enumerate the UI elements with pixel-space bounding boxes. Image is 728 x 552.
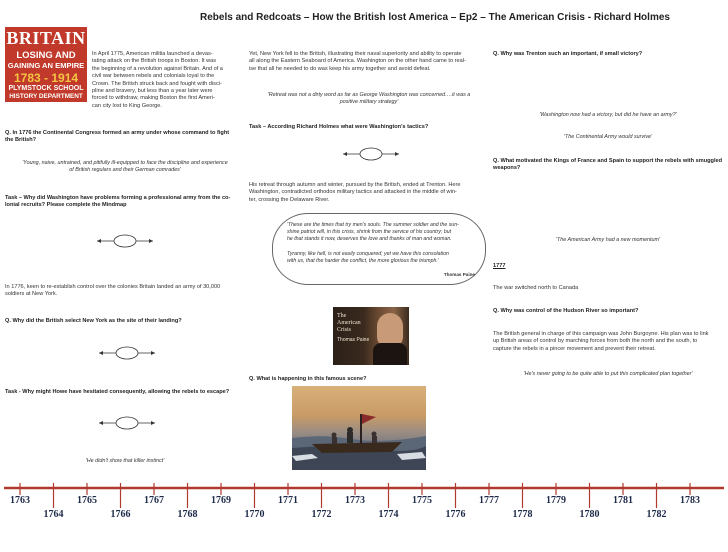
timeline-year-label: 1769 [211,495,231,506]
text-line: pline and bravery, but less than a year later were [92,88,213,95]
crisis-title-line: Crisis [337,327,352,333]
portrait-face [377,313,403,347]
timeline-year-label: 1779 [546,495,566,506]
mindmap-arrow-icon [95,230,155,252]
paragraph-war-north: The war switched north to Canada [493,285,579,291]
bubble-quote-part2 [287,251,471,265]
text-line: the British? [5,137,37,144]
timeline-year-label: 1767 [144,495,164,506]
quote-victory-army: 'Washington now had a victory, but did he have an army?' [539,112,677,118]
text-line: capture the rebels in a pincer movement and prevent their retreat. [493,345,656,352]
timeline-year-label: 1766 [110,509,131,520]
timeline-year-label: 1776 [445,509,466,520]
text-line: the beginning of a revolution against Britain. And of a [92,65,223,72]
american-crisis-image [333,307,409,365]
timeline-year-label: 1773 [345,495,365,506]
text-line: shine patriot will, in this crisis, shrink from the service of his country; but [287,229,452,235]
timeline-year-label: 1772 [311,509,332,520]
text-line: forced to withdraw, making Boston the first Ameri- [92,95,215,102]
paragraph-new-york-fell [249,51,489,73]
timeline-year-label: 1775 [412,495,432,506]
task-howe-hesitation: Task - Why might Howe have hesitated consequently, allowing the rebels to escape? [5,389,230,395]
question-army-command [5,130,245,145]
text-line: can city lost to King George. [92,102,162,109]
mindmap-arrow-icon [97,412,157,434]
intro-paragraph [92,51,242,110]
timeline-year-label: 1777 [479,495,499,506]
text-line: he that stands it now, deserves the love and thanks of man and woman. [287,236,452,242]
paragraph-trenton-retreat [249,182,489,204]
timeline [0,478,728,547]
quote-complicated-plan: 'He's never going to be quite able to put this complicated plan together' [523,371,693,377]
washington-crossing-delaware-image [292,386,426,470]
logo-line: BRITAIN [6,28,86,48]
text-line: of British regulars and their German comrades' [69,167,181,174]
paragraph-burgoyne-plan [493,331,725,353]
quote-retreat-strategy [249,92,489,107]
text-line: Tyranny, like hell, is not easily conquered; yet we have this consolation [287,251,449,257]
text-line: In April 1775, American militia launched a devas- [92,51,213,57]
text-line: positive military strategy' [339,99,399,106]
paragraph-new-york-landing [5,284,245,299]
timeline-year-label: 1783 [680,495,700,506]
crisis-author: Thomas Paine [337,337,370,343]
text-line: Task – Why did Washington have problems forming a professional army from the co- [5,195,231,201]
task-mindmap [5,195,245,210]
timeline-year-label: 1763 [10,495,30,506]
question-france-spain [493,158,725,173]
logo-line: 1783 - 1914 [13,71,79,85]
thomas-paine-quote-bubble [272,213,486,285]
crisis-title-line: American [337,320,361,326]
timeline-year-label: 1782 [646,509,667,520]
quote-killer-instinct: 'He didn't show that killer instinct' [85,458,165,464]
timeline-year-label: 1780 [579,509,600,520]
timeline-axis [0,478,728,547]
text-line: Q. What motivated the Kings of France and Spain to support the rebels with smuggled [493,158,723,164]
portrait-coat [373,343,407,365]
logo-line: GAINING AN EMPIRE [7,61,85,70]
text-line: Q. In 1776 the Continental Congress formed an army under whose command to fight [5,130,230,136]
logo-line: LOSING AND [16,50,76,61]
text-line: In 1776, keen to re-establish control over the colonies Britain landed an army of 30,000 [5,284,221,290]
year-heading: 1777 [493,263,506,269]
text-line: up British areas of control by marching forces from both the north and the south, to [493,338,698,345]
quote-untrained-army [5,160,245,175]
timeline-year-label: 1768 [177,509,198,520]
text-line: Washington, contradicted orthodox military tactics and attacked in the middle of win- [249,189,457,196]
quote-new-momentum: 'The American Army had a new momentum' [555,237,661,243]
question-famous-scene: Q. What is happening in this famous scene? [249,376,367,382]
text-line: civil war between rebels and colonials loyal to the [92,73,215,80]
quote-army-survive: 'The Continental Army would survive' [563,134,653,140]
text-line: 'Young, naive, untrained, and pitifully ill-equipped to face the discipline and experience [22,160,228,166]
logo-line: PLYMSTOCK SCHOOL [8,85,84,92]
timeline-year-label: 1774 [378,509,399,520]
text-line: His retreat through autumn and winter, pursued by the British, ended at Trenton. Here [249,182,461,188]
question-hudson-river: Q. Why was control of the Hudson River so important? [493,308,639,314]
department-logo [5,27,87,102]
question-trenton: Q. Why was Trenton such an important, if small victory? [493,51,643,57]
timeline-year-label: 1764 [43,509,64,520]
timeline-year-label: 1765 [77,495,97,506]
text-line: 'Retreat was not a dirty word as far as George Washington was concerned….it was a [267,92,471,98]
text-line: all along the Eastern Seaboard of America. Washington on the other hand came to real- [249,58,466,65]
timeline-year-label: 1778 [512,509,533,520]
mindmap-arrow-icon [341,143,401,165]
text-line: lonial recruits? Please complete the Mindmap [5,202,127,209]
timeline-year-label: 1771 [278,495,298,506]
text-line: Crown. The British struck back and fought with disci- [92,80,222,87]
text-line: 'These are the times that try men's souls. The summer soldier and the sun- [287,222,459,228]
crisis-title-line: The [337,313,347,319]
bubble-quote-part1 [287,222,471,243]
text-line: Yet, New York fell to the British, illustrating their naval superiority and ability to operate [249,51,462,57]
text-line: with us, that the harder the conflict, the more glorious the triumph.' [287,258,439,264]
text-line: soldiers at New York. [5,291,58,298]
question-new-york: Q. Why did the British select New York as the site of their landing? [5,318,182,324]
quote-author: Thomas Paine [443,272,475,277]
timeline-year-label: 1770 [244,509,265,520]
text-line: weapons? [493,165,521,172]
mindmap-arrow-icon [97,342,157,364]
text-line: tating attack on the British troops in Boston. It was [92,58,217,65]
task-washington-tactics: Task – According Richard Holmes what were Washington's tactics? [249,124,429,130]
text-line: ter, crossing the Delaware River. [249,196,330,203]
text-line: ise that all he needed to do was keep his army together and avoid defeat. [249,65,431,72]
text-line: The British general in charge of this campaign was John Burgoyne. His plan was to link [493,331,709,337]
timeline-year-label: 1781 [613,495,633,506]
logo-line: HISTORY DEPARTMENT [9,93,83,100]
painting-scene [292,386,426,470]
page-title: Rebels and Redcoats – How the British lost America – Ep2 – The American Crisis - Richard Holmes [200,12,670,23]
